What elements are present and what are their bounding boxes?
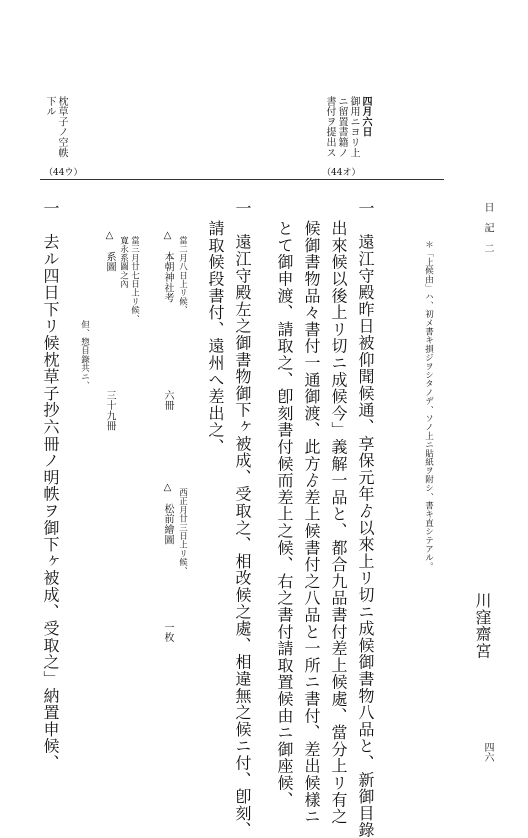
body-line: とて御申渡、請取之、卽刻書付候而差上之候、右之書付請取置候由ニ御座候、 [275, 220, 294, 808]
header-rule [40, 179, 444, 180]
item-subnote: 但、惣目錄共ニ、 [79, 320, 90, 390]
margin-note: 下ル [44, 96, 55, 117]
body-line: 一 遠江守殿左之御書物御下ヶ被成、受取之、相改候之處、相違無之候ニ付、卽刻、 [233, 200, 252, 838]
item-title: △ 系圖 [104, 230, 115, 273]
item-title: △ 本朝神社考 [162, 230, 173, 304]
margin-note: ニ留置書籍ノ [336, 96, 347, 158]
page-number: 四六 [482, 742, 493, 763]
margin-note: 書付ヲ提出ス [324, 96, 335, 158]
body-line: 候御書物品々書付一通御渡、此方ゟ差上候書付之八品と一所ニ書付、差出候樣ニ [302, 220, 321, 825]
item-note: 當三月廿七日上リ候、 [129, 236, 140, 323]
item-note: 西正月廿三日上リ候、 [177, 488, 188, 575]
date-heading: 四月六日 [360, 96, 371, 138]
running-title: 日 記 二 [482, 202, 493, 254]
folio-marker: （44オ） [322, 168, 361, 178]
item-note: 寛永系圖之內 [118, 236, 129, 289]
folio-marker: （44ウ） [44, 168, 83, 178]
item-note: 當二月八日上リ候、 [177, 236, 188, 315]
body-line: 出來候以後上リ切ニ成候今」義解一品と、都合九品書付差上候處、當分上リ有之 [329, 220, 348, 825]
item-count: 六冊 [162, 390, 173, 411]
author-name: 川窪齋宮 [473, 592, 492, 660]
item-count: 三十九冊 [104, 390, 115, 432]
item-title: △ 松前繪圖 [162, 482, 173, 545]
item-count: 一枚 [162, 622, 173, 643]
body-line: 一 去ル四日下リ候枕草子抄六冊ノ明帙ヲ御下ヶ被成、受取之」納置申候、 [41, 200, 60, 772]
margin-note: 枕草子ノ空帙 [56, 96, 67, 158]
margin-note: 御用ニヨリ上 [348, 96, 359, 158]
footnote: ＊「上候由」ハ、初メ書キ損ジヲシタノデ、ソノ上ニ貼紙ヲ附シ、書キ直シテアル。 [423, 240, 434, 571]
body-line: 一 遠江守殿昨日被仰聞候通、享保元年ゟ以來上リ切ニ成候御書物八品と、新御目錄 [356, 200, 375, 838]
body-line: 請取候段書付、遠州へ差出之、 [206, 220, 225, 456]
